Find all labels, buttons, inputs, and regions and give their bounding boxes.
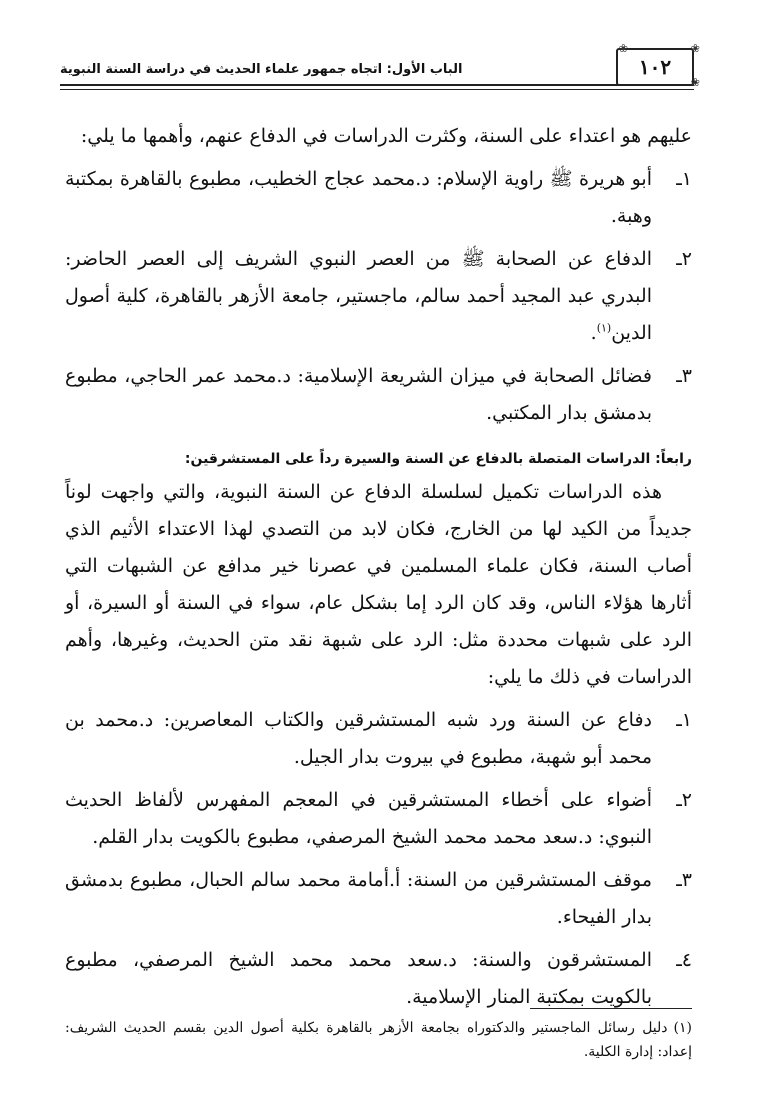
footnote-separator [530, 1008, 692, 1009]
item-text: الدفاع عن الصحابة ﷺ من العصر النبوي الشريف إلى العصر الحاضر: البدري عبد المجيد أحمد سالم، ماجستير، جامعة الأزهر بالقاهرة، كلية أصول الدين [65, 248, 652, 344]
list-item [65, 702, 692, 776]
header-rule-thin [60, 89, 694, 90]
item-text: أبو هريرة ﷺ راوية الإسلام: د.محمد عجاج الخطيب، مطبوع بالقاهرة بمكتبة وهبة. [65, 168, 652, 227]
page-number: ١٠٢ [638, 55, 672, 79]
section-paragraph: هذه الدراسات تكميل لسلسلة الدفاع عن السنة النبوية، والتي واجهت لوناً جديداً من الكيد لها من الخارج، فكان لابد من التصدي لهذا الاعتداء الأثيم الذي أصاب السنة، فكان علماء المسلمين في عصرنا خير مدافع عن الشبهات التي أثارها هؤلاء الناس، وقد كان الرد إما بشكل عام، سواء في السنة أو السيرة، أو الرد على شبهات محددة مثل: الرد على شبهة نقد متن الحديث، وغيرها، وأهم الدراسات في ذلك ما يلي: [65, 481, 692, 688]
footnote-number: (١) [673, 1020, 692, 1036]
item-text-tail: . [590, 322, 597, 344]
item-text: فضائل الصحابة في ميزان الشريعة الإسلامية: د.محمد عمر الحاجي، مطبوع بدمشق بدار المكتبي. [65, 365, 652, 424]
item-text: دفاع عن السنة ورد شبه المستشرقين والكتاب المعاصرين: د.محمد بن محمد أبو شهبة، مطبوع في بيروت بدار الجيل. [65, 709, 652, 768]
corner-ornament-icon: ❀ [618, 42, 628, 55]
page-body [65, 118, 692, 1016]
footnote-reference: (١) [596, 321, 612, 335]
running-title: الباب الأول: اتجاه جمهور علماء الحديث في دراسة السنة النبوية [60, 62, 463, 77]
list-item [65, 862, 692, 936]
list-item [65, 782, 692, 856]
header-rule [60, 84, 694, 86]
list-defense-companions [65, 161, 692, 432]
item-text: المستشرقون والسنة: د.سعد محمد محمد الشيخ المرصفي، مطبوع بالكويت بمكتبة المنار الإسلامية. [65, 949, 652, 1008]
list-item [65, 161, 692, 235]
item-number: ٢ـ [676, 248, 692, 270]
list-item [65, 358, 692, 432]
corner-ornament-icon: ❀ [690, 42, 700, 55]
list-orientalists-studies [65, 702, 692, 1016]
item-number: ٢ـ [676, 789, 692, 811]
list-item [65, 942, 692, 1016]
item-number: ١ـ [676, 168, 692, 190]
section-heading: رابعاً: الدراسات المتصلة بالدفاع عن السنة والسيرة رداً على المستشرقين: [184, 451, 692, 467]
item-number: ٣ـ [676, 365, 692, 387]
item-text: موقف المستشرقين من السنة: أ.أمامة محمد سالم الحبال، مطبوع بدمشق بدار الفيحاء. [65, 869, 652, 928]
corner-ornament-icon: ❀ [690, 76, 700, 89]
footnote-text: دليل رسائل الماجستير والدكتوراه بجامعة الأزهر بالقاهرة بكلية أصول الدين بقسم الحديث الشريف: إعداد: إدارة الكلية. [65, 1020, 692, 1060]
intro-paragraph: عليهم هو اعتداء على السنة، وكثرت الدراسات في الدفاع عنهم، وأهمها ما يلي: [80, 125, 692, 147]
item-number: ٣ـ [676, 869, 692, 891]
footnote [65, 1016, 692, 1064]
item-number: ١ـ [676, 709, 692, 731]
item-number: ٤ـ [676, 949, 692, 971]
item-text: أضواء على أخطاء المستشرقين في المعجم المفهرس لألفاظ الحديث النبوي: د.سعد محمد محمد الشيخ المرصفي، مطبوع بالكويت بدار القلم. [65, 789, 652, 848]
list-item [65, 241, 692, 352]
page-header [60, 42, 700, 89]
